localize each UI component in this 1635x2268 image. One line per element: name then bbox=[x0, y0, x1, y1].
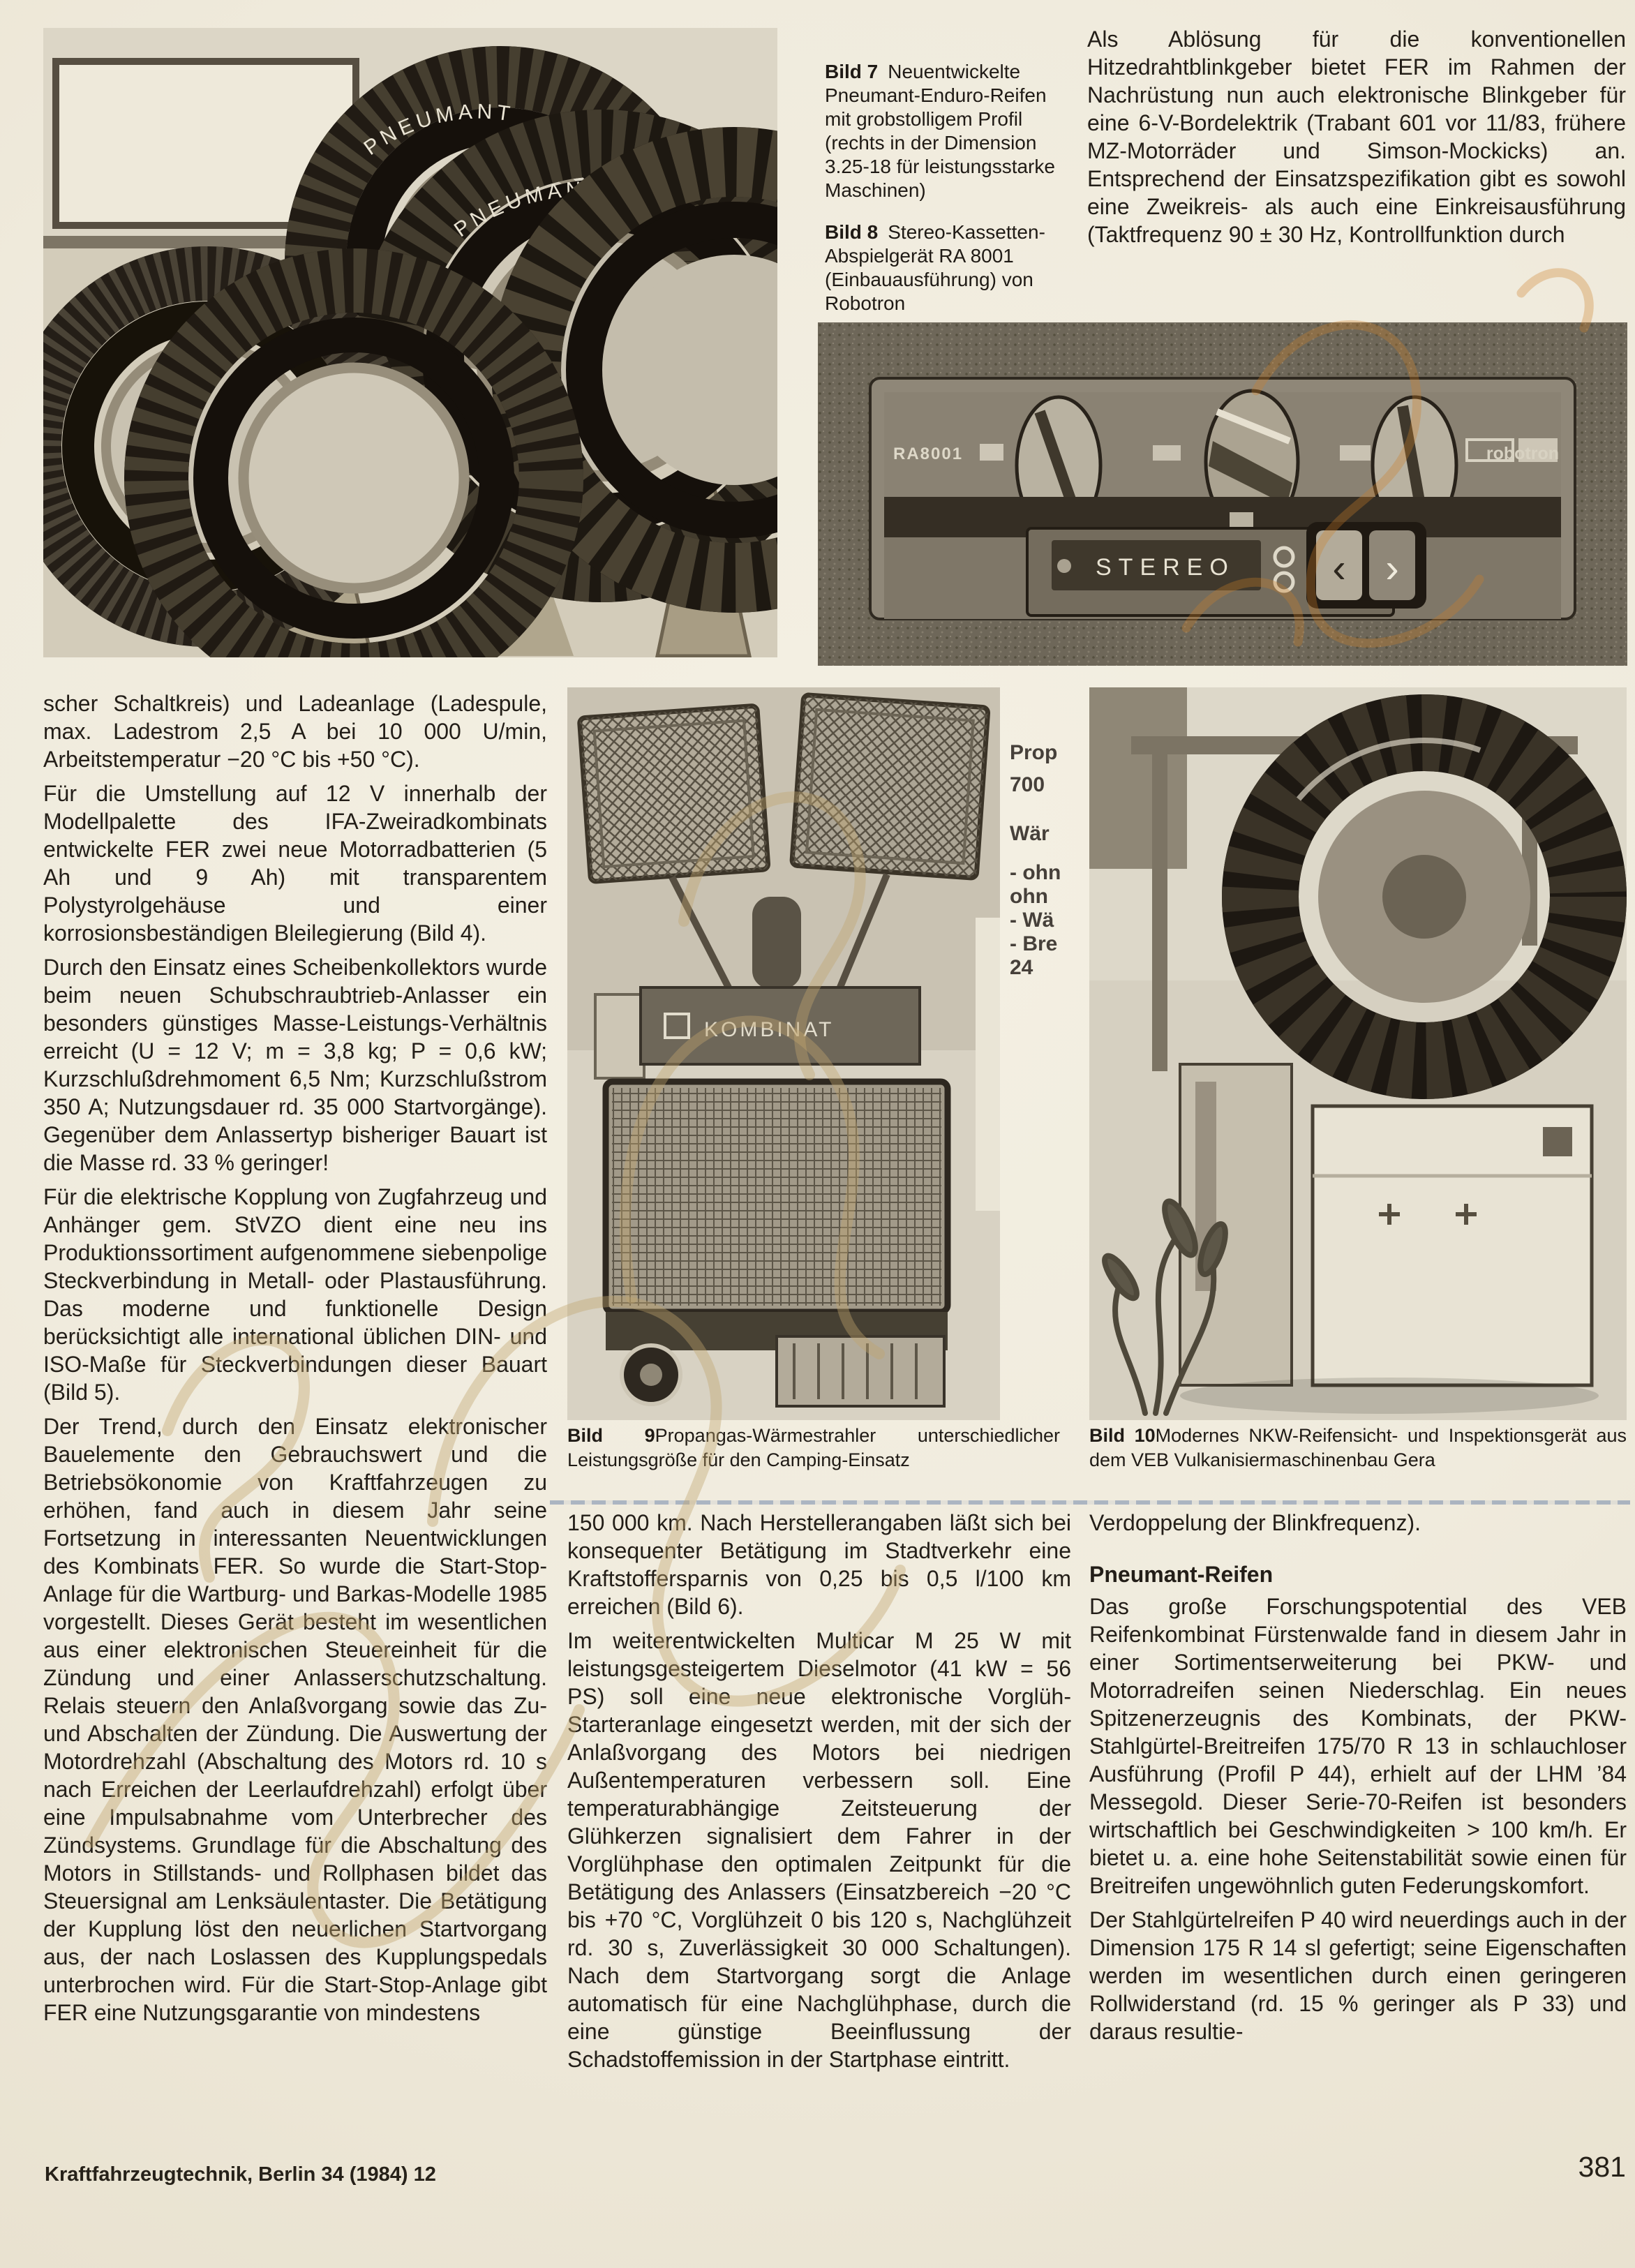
fragment: - ohn bbox=[1010, 861, 1061, 884]
paragraph: 150 000 km. Nach Herstellerangaben läßt sich bei konsequenter Betätigung im Stadtverkehr eine Kraftstoffersparnis von 0,25 bis 0,5 l/100 km erreichen (Bild 6). bbox=[567, 1510, 1071, 1619]
kombinat-label: KOMBINAT bbox=[704, 1018, 835, 1041]
burner bbox=[622, 1345, 680, 1404]
top-right-text-column bbox=[1087, 25, 1626, 304]
paragraph: Verdoppelung der Blinkfrequenz). bbox=[1089, 1510, 1421, 1535]
heater-head-left bbox=[579, 706, 768, 881]
paragraph: Das große Forschungspotential des VEB Reifenkombinat Fürstenwalde fand in diesem Jahr in einer Sortimentserweiterung bei PKW- und Motorradreifen seinen Niederschlag. Ein neues Spitzenerzeugnis des Kombinats, der PKW-Stahlgürtel-Breitreifen 175/70 R 13 in schlauchloser Ausführung (Profil P 44), erhielt auf der LHM ’84 Messegold. Dieser Serie-70-Reifen ist besonders wirtschaftlich bei Geschwindigkeiten > 100 km/h. Er bietet u. a. eine hohe Seitenstabilität sowie einen für Breitreifen ungewöhnlich guten Federungskomfort. bbox=[1089, 1594, 1627, 1898]
right-text-column bbox=[1089, 1509, 1627, 2158]
caption-bild9 bbox=[567, 1424, 1060, 1472]
caption-bild7 bbox=[825, 60, 1057, 202]
fragment: 24 bbox=[1010, 956, 1033, 979]
caption-bild9-text: Propangas-Wärmestrahler unterschiedlicher Leistungsgröße für den Camping-Einsatz bbox=[567, 1425, 1060, 1470]
fragment: Wär bbox=[1010, 822, 1050, 845]
caption-bild7-text: Neuentwickelte Pneumant-Enduro-Reifen mit grobstolligem Profil (rechts in der Dimension 3.25-18 für leistungsstarke Maschinen) bbox=[825, 61, 1055, 201]
fragment: - Bre bbox=[1010, 932, 1058, 955]
caption-bild8-label: Bild 8 bbox=[825, 221, 879, 243]
fragment: ohn bbox=[1010, 885, 1048, 908]
photo-bild8-cassette-player bbox=[818, 322, 1627, 666]
fragment: - Wä bbox=[1010, 909, 1054, 932]
tire-brand-lettering: PNEUMANT bbox=[449, 177, 604, 242]
paragraph: Durch den Einsatz eines Scheibenkollektors wurde beim neuen Schubschraubtrieb-Anlasser ein besonders günstiges Masse-Leistungs-Verhältnis erreicht (U = 12 V; m = 3,8 kg; P = 0,6 kW; Kurzschlußdrehmoment 6,5 Nm; Kurzschlußstrom 350 A; Nutzungsdauer rd. 35 000 Startvorgänge). Gegenüber dem Anlassertyp bisheriger Bauart ist die Masse rd. 33 % geringer! bbox=[43, 955, 547, 1175]
photo-bild10-tire-inspection-device bbox=[1089, 687, 1627, 1420]
blue-scratch-artifact bbox=[550, 1500, 1630, 1505]
next-arrow-glyph: › bbox=[1385, 546, 1399, 591]
radio-photo-illustration bbox=[818, 322, 1627, 666]
left-text-column bbox=[43, 689, 547, 2155]
stereo-label: STEREO bbox=[1096, 554, 1235, 581]
tire-brand-lettering: PNEUMANT bbox=[359, 100, 516, 160]
paragraph: Für die elektrische Kopplung von Zugfahrzeug und Anhänger gem. StVZO dient eine neu ins Produktionssortiment aufgenommene siebenpolige Steckverbindung in Metall- oder Plastausführung. Das moderne und funktionelle Design berücksichtigt alle international üblichen DIN- und ISO-Maße für Steckverbindungen dieser Bauart (Bild 5). bbox=[43, 1184, 547, 1405]
caption-bild8 bbox=[825, 221, 1057, 315]
caption-bild7-label: Bild 7 bbox=[825, 61, 879, 82]
middle-text-column bbox=[567, 1509, 1071, 2137]
caption-bild10-label: Bild 10 bbox=[1089, 1425, 1156, 1446]
paragraph: Der Stahlgürtelreifen P 40 wird neuerdings auch in der Dimension 175 R 14 sl gefertigt; seine Eigenschaften werden im wesentlichen durch einen geringeren Rollwiderstand (rd. 15 % geringer als P 33) und daraus resultie- bbox=[1089, 1907, 1627, 2044]
radiant-grill bbox=[606, 1082, 948, 1312]
paragraph: Für die Umstellung auf 12 V innerhalb der Modellpalette des IFA-Zweiradkombinats entwickelte FER zwei neue Motorradbatterien (5 Ah und 9 Ah) mit transparentem Polystyrolgehäuse und einer korrosionsbeständigen Bleilegierung (Bild 4). bbox=[43, 781, 547, 946]
machine-cabinet bbox=[1313, 1106, 1592, 1385]
model-label: RA8001 bbox=[893, 445, 964, 463]
kombinat-band bbox=[641, 987, 920, 1064]
photo-bild7-enduro-tires bbox=[43, 28, 777, 657]
price-card-edge bbox=[976, 918, 1000, 1211]
paragraph: scher Schaltkreis) und Ladeanlage (Ladespule, max. Ladestrom 2,5 A bei 10 000 U/min, Arbeitstemperatur −20 °C bis +50 °C). bbox=[43, 691, 547, 772]
prev-arrow-glyph: ‹ bbox=[1332, 546, 1346, 591]
tires-photo-illustration bbox=[43, 28, 777, 657]
seek-buttons bbox=[1306, 522, 1426, 609]
gas-cylinder bbox=[752, 897, 801, 989]
paragraph: Der Trend, durch den Einsatz elektronischer Bauelemente den Gebrauchswert und die Betriebsökonomie von Kraftfahrzeugen zu erhöhen, fand auch in diesem Jahr seine Fortsetzung in interessanten Neuentwicklungen des Kombinats FER. So wurde die Start-Stop-Anlage für die Wartburg- und Barkas-Modelle 1985 vorgestellt. Dieses Gerät besteht im wesentlichen aus einer elektronischen Steuereinheit für die Zündung und einer Anlasserschutzschaltung. Relais steuern den Anlaßvorgang sowie das Zu- und Abschalten der Zündung. Die Auswertung der Motordrehzahl (Abschaltung des Motors rd. 10 s nach Erreichen der Leerlaufdrehzahl) erfolgt über eine Impulsabnahme vom Unterbrecher des Zündsystems. Grundlage für die Abschaltung des Motors in Stillstands- und Rollphasen bildet das Steuersignal am Lenksäulentaster. Die Betätigung der Kupplung löst den neuerlichen Startvorgang aus, der nach Loslassen des Kupplungspedals unterbrochen wird. Für die Start-Stop-Anlage gibt FER eine Nutzungsgarantie von mindestens bbox=[43, 1414, 547, 2025]
page-number: 381 bbox=[1578, 2151, 1626, 2183]
paragraph: Im weiterentwickelten Multicar M 25 W mit leistungsgesteigertem Dieselmotor (41 kW = 56 PS) soll eine neue elektronische Vorglüh-Starteranlage eingesetzt werden, mit der sich der Anlaßvorgang des Motors bei niedrigen Außentemperaturen verbessern soll. Eine temperaturabhängige Zeitsteuerung der Glühkerzen signalisiert dem Fahrer in der Vorglühphase den optimalen Zeitpunkt für die Betätigung des Anlassers (Einsatzbereich −20 °C bis +70 °C, Vorglühzeit 0 bis 120 s, Nachglühzeit rd. 30 s, Zuverlässigkeit 30 000 Schaltungen). Nach dem Startvorgang sorgt die Anlage automatisch für eine Nachglühphase, durch die eine günstige Beeinflussung der Schadstoffemission in der Startphase eintritt. bbox=[567, 1628, 1071, 2072]
obscured-text-fragments bbox=[1010, 741, 1088, 980]
section-heading: Pneumant-Reifen bbox=[1089, 1562, 1274, 1587]
fragment: 700 bbox=[1010, 773, 1045, 796]
heater-head-right bbox=[792, 695, 988, 879]
caption-bild10 bbox=[1089, 1424, 1627, 1472]
vented-box bbox=[777, 1336, 944, 1406]
journal-footer: Kraftfahrzeugtechnik, Berlin 34 (1984) 12 bbox=[45, 2163, 436, 2186]
fragment: Prop bbox=[1010, 741, 1058, 764]
photo-bild9-propane-heaters bbox=[567, 687, 1000, 1420]
brand-label: robotron bbox=[1486, 444, 1559, 463]
heater-photo-illustration bbox=[567, 687, 1000, 1420]
caption-column bbox=[825, 60, 1057, 334]
paragraph: Als Ablösung für die konventionellen Hitzedrahtblinkgeber bietet FER im Rahmen der Nachrüstung nun auch elektronische Blinkgeber für eine 6-V-Bordelektrik (Trabant 601 vor 11/83, frühere MZ-Motorräder und Simson-Mockicks) an. Entsprechend der Einsatzspezifikation gibt es sowohl eine Zweikreis- als auch eine Einkreisausführung (Taktfrequenz 90 ± 30 Hz, Kontrollfunktion durch bbox=[1087, 27, 1626, 247]
caption-bild10-text: Modernes NKW-Reifensicht- und Inspektionsgerät aus dem VEB Vulkanisiermaschinenbau Gera bbox=[1089, 1425, 1627, 1470]
caption-bild8-text: Stereo-Kassetten-Abspielgerät RA 8001 (Einbauausführung) von Robotron bbox=[825, 221, 1045, 314]
inspection-photo-illustration bbox=[1089, 687, 1627, 1420]
caption-bild9-label: Bild 9 bbox=[567, 1425, 655, 1446]
